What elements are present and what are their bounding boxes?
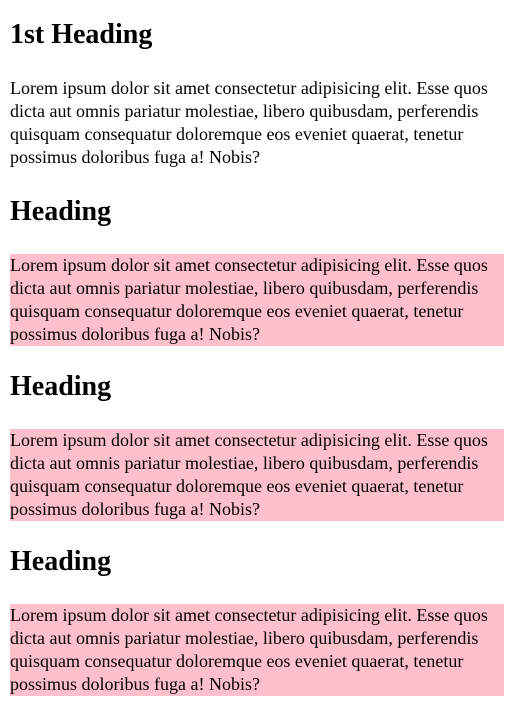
section-heading-3: Heading xyxy=(10,371,112,402)
section-paragraph-3: Lorem ipsum dolor sit amet consectetur adipisicing elit. Esse quos dicta aut omnis pariatur molestiae, libero quibusdam, perferendis quisquam consequatur doloremque eos eveniet quaerat, tenetur possimus doloribus fuga a! Nobis? xyxy=(10,429,504,521)
section-heading-1: 1st Heading xyxy=(10,19,153,50)
section-paragraph-4: Lorem ipsum dolor sit amet consectetur adipisicing elit. Esse quos dicta aut omnis pariatur molestiae, libero quibusdam, perferendis quisquam consequatur doloremque eos eveniet quaerat, tenetur possimus doloribus fuga a! Nobis? xyxy=(10,604,504,696)
section-paragraph-2: Lorem ipsum dolor sit amet consectetur adipisicing elit. Esse quos dicta aut omnis pariatur molestiae, libero quibusdam, perferendis quisquam consequatur doloremque eos eveniet quaerat, tenetur possimus doloribus fuga a! Nobis? xyxy=(10,254,504,346)
section-paragraph-1: Lorem ipsum dolor sit amet consectetur adipisicing elit. Esse quos dicta aut omnis pariatur molestiae, libero quibusdam, perferendis quisquam consequatur doloremque eos eveniet quaerat, tenetur possimus doloribus fuga a! Nobis? xyxy=(10,78,488,167)
section-heading-4: Heading xyxy=(10,546,112,577)
section-heading-2: Heading xyxy=(10,196,112,227)
